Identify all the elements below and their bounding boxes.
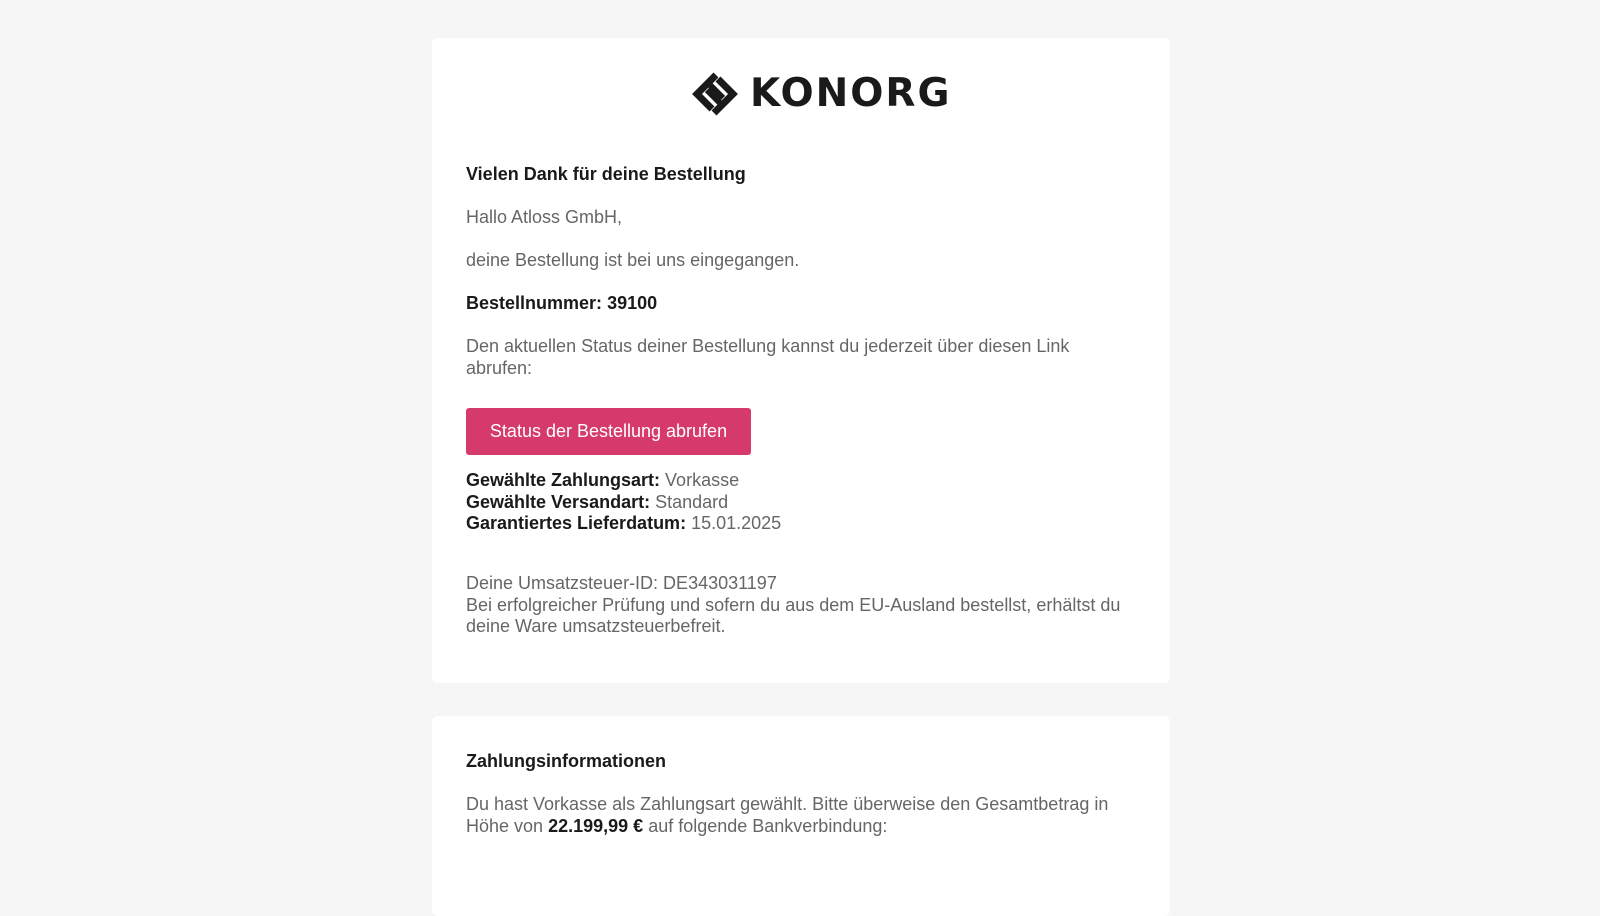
brand-name: KONORG — [750, 71, 952, 116]
payment-amount: 22.199,99 € — [548, 815, 644, 836]
payment-info-text-before: Du hast Vorkasse als Zahlungsart gewählt. Bitte überweise den Gesamtbetrag in Höhe von — [466, 794, 1109, 836]
vat-info — [466, 573, 1136, 638]
brand-logo — [690, 70, 951, 118]
payment-info-text — [466, 794, 1126, 837]
delivery-date-label: Garantiertes Lieferdatum: — [466, 513, 687, 533]
order-number-label: Bestellnummer: — [466, 293, 603, 313]
status-info-text: Den aktuellen Status deiner Bestellung kannst du jederzeit über diesen Link abrufen: — [466, 336, 1070, 378]
order-status-button[interactable]: Status der Bestellung abrufen — [466, 408, 751, 455]
order-number-value: 39100 — [607, 293, 658, 313]
shipping-method-line — [466, 492, 781, 514]
order-received-text: deine Bestellung ist bei uns eingegangen. — [466, 250, 800, 270]
payment-method-value: Vorkasse — [665, 470, 740, 490]
shipping-method-label: Gewählte Versandart: — [466, 491, 651, 512]
konorg-logo-icon — [690, 70, 740, 118]
payment-method-line — [466, 470, 781, 492]
payment-method-label: Gewählte Zahlungsart: — [466, 470, 661, 490]
payment-info-text-after: auf folgende Bankverbindung: — [648, 815, 888, 836]
payment-info-card — [432, 716, 1170, 916]
payment-info-heading: Zahlungsinformationen — [466, 751, 666, 771]
order-number-line — [466, 293, 657, 315]
vat-note-text: Bei erfolgreicher Prüfung und sofern du aus dem EU-Ausland bestellst, erhältst du deine Ware umsatzsteuerbefreit. — [466, 594, 1121, 636]
order-details — [466, 470, 781, 535]
order-heading: Vielen Dank für deine Bestellung — [466, 164, 746, 184]
delivery-date-line — [466, 513, 781, 535]
vat-id-text: Deine Umsatzsteuer-ID: DE343031197 — [466, 573, 777, 593]
order-confirmation-card — [432, 38, 1170, 683]
greeting-text: Hallo Atloss GmbH, — [466, 207, 623, 227]
shipping-method-value: Standard — [655, 491, 729, 512]
delivery-date-value: 15.01.2025 — [691, 513, 782, 533]
